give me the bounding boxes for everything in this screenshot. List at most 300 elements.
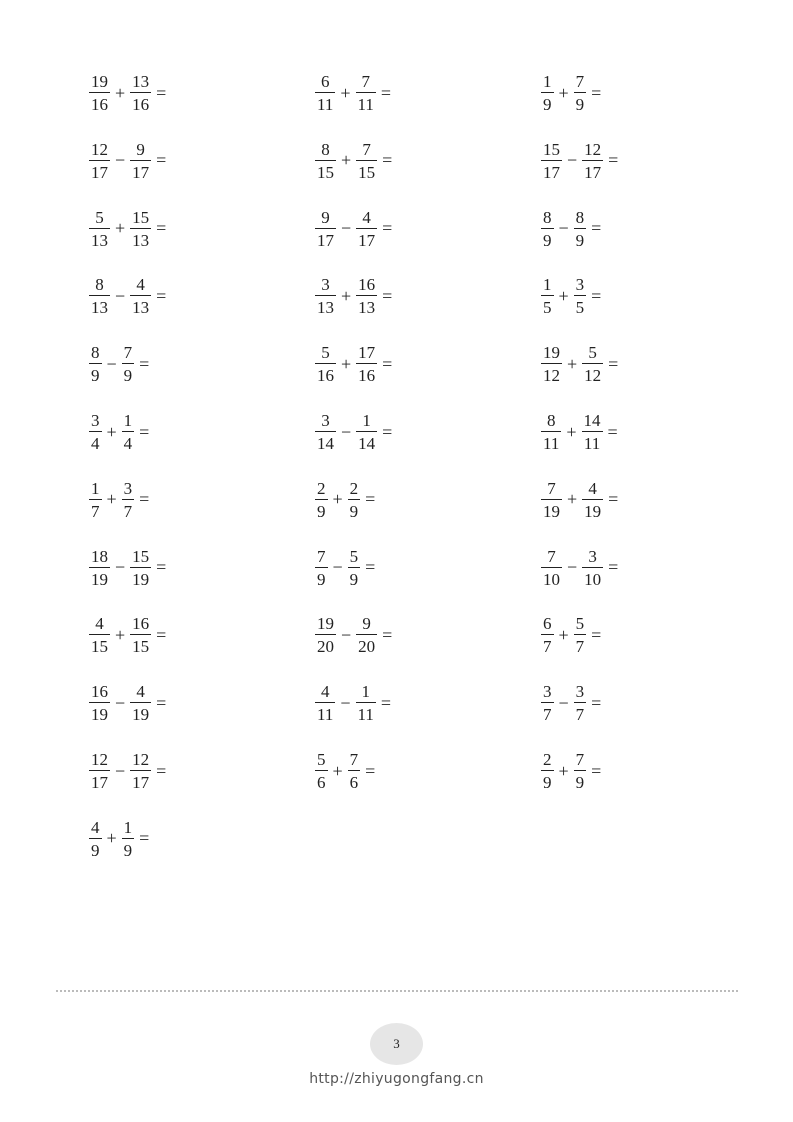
denominator: 19 [91,569,108,589]
problem-item [540,204,601,254]
numerator: 13 [132,72,150,91]
equals-sign: = [382,285,393,306]
problem-item [314,543,375,593]
numerator: 3 [123,478,133,498]
second-fraction [122,344,135,384]
equals-sign: = [139,421,150,442]
numerator: 1 [362,411,371,430]
equals-sign: = [156,218,167,239]
numerator: 7 [362,139,371,159]
operator: + [332,489,343,510]
numerator: 3 [575,682,585,702]
numerator: 16 [91,682,108,702]
first-fraction [541,344,562,384]
denominator: 11 [583,434,601,453]
problem-item [314,475,375,525]
problem-item [88,610,166,660]
denominator: 11 [357,95,374,114]
operator: + [106,828,117,849]
equals-sign: = [382,218,393,239]
second-fraction [130,276,151,316]
equals-sign: = [591,218,602,239]
operator: − [558,218,569,239]
first-fraction [89,615,110,655]
first-fraction [89,209,110,249]
denominator: 17 [317,230,334,250]
denominator: 9 [349,501,359,521]
numerator: 7 [547,478,556,498]
denominator: 6 [317,773,326,792]
numerator: 17 [358,343,376,363]
equals-sign: = [365,760,376,781]
numerator: 3 [543,682,552,702]
problem-item [88,475,149,525]
numerator: 12 [584,139,602,159]
equals-sign: = [156,150,167,171]
numerator: 7 [575,750,585,769]
numerator: 3 [321,411,330,430]
denominator: 19 [132,569,150,589]
numerator: 14 [583,411,601,430]
numerator: 7 [361,72,370,91]
denominator: 10 [543,569,560,589]
second-fraction [574,73,587,113]
numerator: 8 [91,343,100,363]
page-number: 3 [393,1036,400,1051]
equals-sign: = [591,760,602,781]
first-fraction [89,141,110,181]
denominator: 19 [584,501,602,521]
first-fraction [315,480,328,520]
operator: + [558,285,569,306]
second-fraction [130,141,151,181]
numerator: 9 [136,139,145,159]
operator: + [566,421,577,442]
denominator: 7 [575,637,585,657]
denominator: 7 [91,501,100,521]
second-fraction [122,412,135,452]
second-fraction [574,209,587,249]
numerator: 12 [91,139,108,159]
first-fraction [541,615,554,655]
second-fraction [356,141,377,181]
numerator: 7 [349,750,359,769]
problem-item [540,543,618,593]
second-fraction [130,683,151,723]
denominator: 9 [543,230,552,250]
numerator: 2 [543,750,552,769]
operator: − [115,692,126,713]
second-fraction [348,548,361,588]
denominator: 4 [91,434,100,453]
denominator: 7 [123,501,133,521]
first-fraction [89,344,102,384]
equals-sign: = [382,353,393,374]
numerator: 4 [320,682,330,702]
first-fraction [89,73,110,113]
denominator: 17 [91,162,108,182]
second-fraction [130,751,151,791]
problem-item [88,68,166,118]
operator: + [106,421,117,442]
problem-item [88,204,166,254]
operator: − [115,150,126,171]
problem-item [314,746,375,796]
problem-item [540,678,601,728]
second-fraction [582,344,603,384]
denominator: 9 [349,569,359,589]
denominator: 11 [317,95,334,114]
first-fraction [541,480,562,520]
numerator: 5 [575,614,585,634]
denominator: 13 [132,230,150,250]
numerator: 7 [575,72,585,91]
equals-sign: = [156,692,167,713]
numerator: 3 [321,275,330,295]
operator: + [341,285,352,306]
second-fraction [122,819,135,859]
denominator: 9 [543,773,552,792]
numerator: 16 [132,614,150,634]
problem-item [88,814,149,864]
second-fraction [356,276,377,316]
denominator: 9 [317,569,326,589]
denominator: 15 [317,162,334,182]
numerator: 9 [362,614,371,634]
first-fraction [315,73,335,113]
second-fraction [130,615,151,655]
second-fraction [582,548,603,588]
denominator: 9 [575,773,585,792]
equals-sign: = [608,150,619,171]
denominator: 9 [543,95,552,114]
numerator: 3 [588,546,597,566]
operator: − [341,624,352,645]
equals-sign: = [382,421,393,442]
numerator: 5 [321,343,330,363]
denominator: 7 [575,705,585,725]
second-fraction [356,344,377,384]
first-fraction [315,615,336,655]
equals-sign: = [156,760,167,781]
operator: + [115,218,126,239]
first-fraction [315,683,335,723]
problem-item [88,407,149,457]
problem-item [314,204,392,254]
numerator: 15 [543,139,560,159]
first-fraction [541,683,554,723]
numerator: 18 [91,546,108,566]
denominator: 9 [317,501,326,521]
denominator: 9 [91,840,100,860]
second-fraction [574,615,587,655]
numerator: 3 [575,275,585,295]
second-fraction [582,480,603,520]
second-fraction [356,412,377,452]
numerator: 7 [317,546,326,566]
numerator: 5 [349,546,359,566]
numerator: 19 [317,614,334,634]
first-fraction [541,73,554,113]
problem-item [540,610,601,660]
first-fraction [541,141,562,181]
problem-item [540,339,618,389]
denominator: 11 [543,434,560,453]
second-fraction [574,751,587,791]
equals-sign: = [591,692,602,713]
numerator: 2 [349,478,359,498]
operator: + [115,624,126,645]
second-fraction [130,73,151,113]
equals-sign: = [365,557,376,578]
denominator: 16 [358,366,376,386]
second-fraction [122,480,135,520]
equals-sign: = [139,489,150,510]
denominator: 7 [543,705,552,725]
second-fraction [574,683,587,723]
denominator: 13 [358,298,376,318]
problem-item [540,475,618,525]
operator: + [341,353,352,374]
denominator: 17 [91,773,108,792]
numerator: 8 [321,139,330,159]
equals-sign: = [156,624,167,645]
numerator: 8 [543,207,552,227]
equals-sign: = [382,150,393,171]
denominator: 6 [349,773,359,792]
second-fraction [130,548,151,588]
operator: − [567,557,578,578]
denominator: 12 [543,366,560,386]
operator: − [106,353,117,374]
denominator: 13 [317,298,334,318]
problem-item [540,136,618,186]
problem-item [540,271,601,321]
equals-sign: = [156,82,167,103]
first-fraction [89,480,102,520]
first-fraction [541,412,561,452]
problem-item [314,68,391,118]
operator: + [332,760,343,781]
equals-sign: = [382,624,393,645]
numerator: 1 [361,682,370,702]
operator: + [340,82,351,103]
equals-sign: = [591,82,602,103]
second-fraction [574,276,587,316]
second-fraction [356,209,377,249]
equals-sign: = [156,557,167,578]
second-fraction [356,73,376,113]
dotted-divider [56,990,738,992]
second-fraction [348,480,361,520]
operator: − [115,557,126,578]
numerator: 5 [95,207,104,227]
denominator: 5 [575,298,585,318]
footer-url: http://zhiyugongfang.cn [309,1071,484,1087]
denominator: 17 [584,162,602,182]
numerator: 5 [588,343,597,363]
numerator: 1 [123,411,133,430]
first-fraction [315,412,336,452]
problem-item [88,746,166,796]
operator: − [341,421,352,442]
problem-item [314,271,392,321]
problem-item [314,678,391,728]
denominator: 20 [358,637,376,657]
numerator: 19 [91,72,108,91]
problem-item [540,746,601,796]
problem-item [88,543,166,593]
denominator: 5 [543,298,552,318]
denominator: 12 [584,366,602,386]
operator: + [341,150,352,171]
first-fraction [315,344,336,384]
denominator: 14 [358,434,376,453]
equals-sign: = [139,828,150,849]
denominator: 9 [575,230,585,250]
operator: − [115,760,126,781]
denominator: 9 [91,366,100,386]
operator: + [558,624,569,645]
first-fraction [89,412,102,452]
denominator: 9 [575,95,585,114]
problem-item [314,339,392,389]
operator: − [115,285,126,306]
denominator: 11 [317,705,334,725]
denominator: 7 [543,637,552,657]
first-fraction [315,751,328,791]
numerator: 4 [362,207,371,227]
first-fraction [541,276,554,316]
denominator: 16 [132,95,150,114]
denominator: 13 [91,230,108,250]
numerator: 6 [543,614,552,634]
first-fraction [89,683,110,723]
numerator: 7 [547,546,556,566]
denominator: 17 [358,230,376,250]
numerator: 15 [132,207,150,227]
denominator: 14 [317,434,334,453]
denominator: 19 [132,705,150,725]
denominator: 16 [317,366,334,386]
operator: − [332,557,343,578]
denominator: 10 [584,569,602,589]
first-fraction [89,819,102,859]
numerator: 15 [132,546,150,566]
equals-sign: = [365,489,376,510]
numerator: 8 [575,207,585,227]
operator: − [340,692,351,713]
equals-sign: = [380,82,392,103]
denominator: 13 [91,298,108,318]
numerator: 4 [136,682,145,702]
second-fraction [348,751,361,791]
problem-item [314,610,392,660]
first-fraction [315,276,336,316]
operator: + [115,82,126,103]
first-fraction [89,548,110,588]
numerator: 4 [588,478,597,498]
operator: + [106,489,117,510]
numerator: 1 [543,72,552,91]
numerator: 19 [543,343,560,363]
equals-sign: = [156,285,167,306]
numerator: 8 [95,275,104,295]
denominator: 13 [132,298,150,318]
equals-sign: = [591,285,602,306]
second-fraction [582,141,603,181]
denominator: 16 [91,95,108,114]
problem-item [88,339,149,389]
problem-item [314,136,392,186]
numerator: 1 [543,275,552,295]
operator: + [567,489,578,510]
problem-item [88,678,166,728]
numerator: 2 [317,478,326,498]
denominator: 17 [132,773,150,792]
equals-sign: = [380,692,392,713]
numerator: 1 [123,817,133,837]
numerator: 4 [91,817,100,837]
problem-item [88,136,166,186]
equals-sign: = [608,557,619,578]
denominator: 17 [132,162,150,182]
denominator: 20 [317,637,334,657]
problem-item [540,68,601,118]
equals-sign: = [139,353,150,374]
second-fraction [356,683,376,723]
denominator: 19 [91,705,108,725]
page-number-badge [370,1023,423,1065]
first-fraction [541,751,554,791]
denominator: 17 [543,162,560,182]
numerator: 8 [546,411,556,430]
numerator: 16 [358,275,376,295]
numerator: 6 [320,72,330,91]
problem-item [314,407,392,457]
denominator: 9 [123,366,133,386]
first-fraction [89,751,110,791]
operator: + [558,760,569,781]
numerator: 12 [132,750,150,769]
equals-sign: = [608,353,619,374]
denominator: 9 [123,840,133,860]
operator: + [567,353,578,374]
first-fraction [315,548,328,588]
numerator: 7 [123,343,133,363]
denominator: 11 [357,705,374,725]
first-fraction [541,209,554,249]
denominator: 15 [91,637,108,657]
first-fraction [541,548,562,588]
numerator: 1 [91,478,100,498]
second-fraction [130,209,151,249]
numerator: 4 [95,614,104,634]
numerator: 5 [317,750,326,769]
problem-item [540,407,618,457]
operator: − [341,218,352,239]
first-fraction [89,276,110,316]
numerator: 12 [91,750,108,769]
operator: + [558,82,569,103]
denominator: 15 [132,637,150,657]
equals-sign: = [591,624,602,645]
problem-item [88,271,166,321]
first-fraction [315,209,336,249]
first-fraction [315,141,336,181]
denominator: 4 [123,434,133,453]
numerator: 4 [136,275,145,295]
